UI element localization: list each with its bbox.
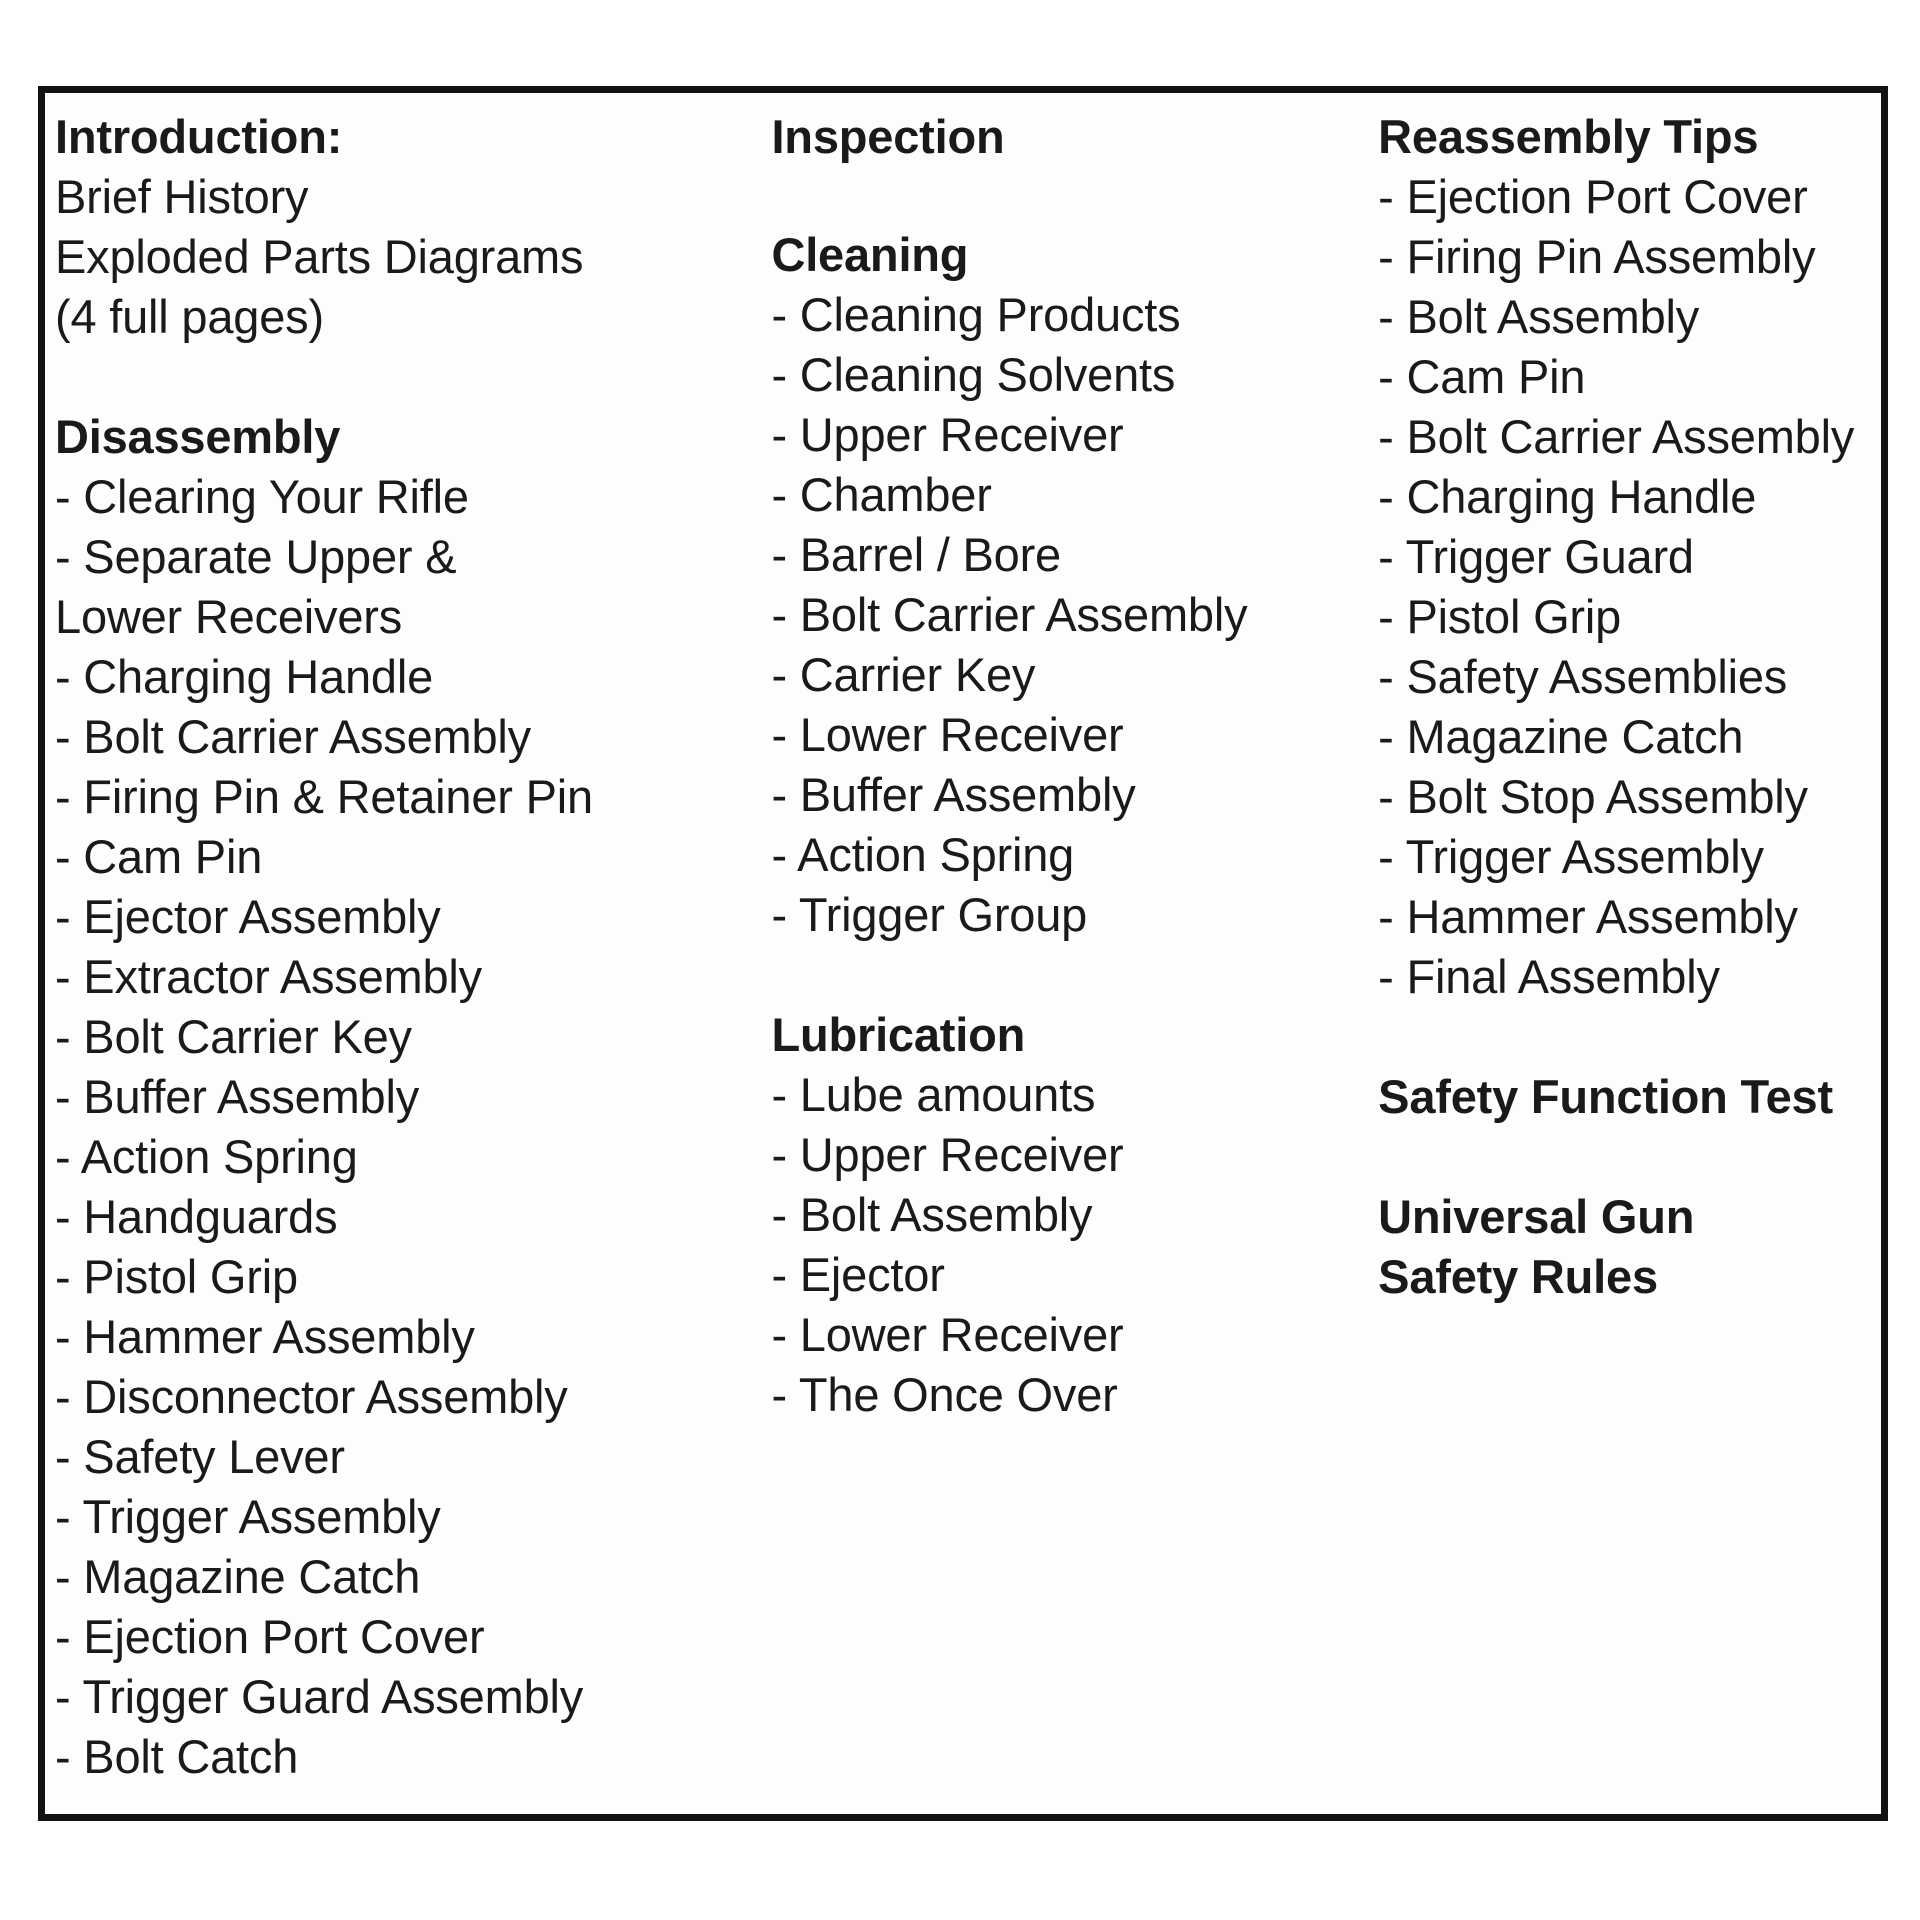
list-item: - Hammer Assembly [1378, 890, 1798, 943]
section-cleaning [771, 225, 1322, 945]
list-item: - Disconnector Assembly [55, 1370, 568, 1423]
list-item: - Bolt Carrier Assembly [55, 710, 531, 763]
table-of-contents-frame [38, 86, 1888, 1821]
section-heading-safety-function-test: Safety Function Test [1378, 1070, 1833, 1123]
list-item: - Cleaning Solvents [771, 348, 1176, 401]
list-item: - Firing Pin & Retainer Pin [55, 770, 593, 823]
toc-column-1 [45, 107, 723, 1787]
section-heading-lubrication: Lubrication [771, 1008, 1026, 1061]
list-item: - Trigger Guard Assembly [55, 1670, 584, 1723]
list-item: - Pistol Grip [1378, 590, 1622, 643]
list-item: - Bolt Catch [55, 1730, 299, 1783]
list-item: - Extractor Assembly [55, 950, 482, 1003]
list-item: - Bolt Stop Assembly [1378, 770, 1808, 823]
list-item: - Firing Pin Assembly [1378, 230, 1816, 283]
intro-line-brief-history: Brief History [55, 170, 309, 223]
list-item: - Upper Receiver [771, 408, 1124, 461]
section-universal-gun-safety-rules [1378, 1187, 1881, 1307]
toc-column-2 [723, 107, 1322, 1425]
list-item: - Chamber [771, 468, 992, 521]
section-heading-inspection: Inspection [771, 110, 1005, 163]
list-item: - Buffer Assembly [771, 768, 1136, 821]
list-item: - Bolt Assembly [771, 1188, 1093, 1241]
intro-line-exploded-parts-diagrams: Exploded Parts Diagrams [55, 230, 584, 283]
section-heading-universal-gun: Universal Gun [1378, 1190, 1695, 1243]
list-item: - Ejection Port Cover [1378, 170, 1808, 223]
list-item: - Lower Receiver [771, 708, 1124, 761]
list-item: - Safety Lever [55, 1430, 345, 1483]
list-item: - Barrel / Bore [771, 528, 1061, 581]
list-item: - Trigger Assembly [55, 1490, 441, 1543]
list-item: - Charging Handle [55, 650, 434, 703]
list-item: - Final Assembly [1378, 950, 1720, 1003]
list-item: - Trigger Group [771, 888, 1088, 941]
list-item: - Bolt Carrier Assembly [771, 588, 1248, 641]
list-item: - Cam Pin [1378, 350, 1586, 403]
list-item: - Lower Receiver [771, 1308, 1124, 1361]
section-heading-reassembly-tips: Reassembly Tips [1378, 110, 1759, 163]
list-item: - Cam Pin [55, 830, 263, 883]
list-item: - Pistol Grip [55, 1250, 298, 1303]
list-item: - Bolt Assembly [1378, 290, 1700, 343]
section-heading-cleaning: Cleaning [771, 228, 969, 281]
list-item: - Ejection Port Cover [55, 1610, 485, 1663]
list-item: - Ejector Assembly [55, 890, 441, 943]
intro-line-page-count: (4 full pages) [55, 290, 324, 343]
spacer-before-universal-gun-safety-rules [1378, 1127, 1881, 1187]
section-disassembly [55, 407, 723, 1787]
section-heading-introduction: Introduction: [55, 110, 343, 163]
columns-container [45, 93, 1881, 1814]
section-introduction [55, 107, 723, 347]
spacer-before-safety-function-test [1378, 1007, 1881, 1067]
list-item: - Hammer Assembly [55, 1310, 475, 1363]
list-item-continuation: Lower Receivers [55, 590, 403, 643]
list-item: - Trigger Assembly [1378, 830, 1764, 883]
list-item: - Charging Handle [1378, 470, 1757, 523]
spacer-after-cleaning [771, 945, 1322, 1005]
list-item: - Bolt Carrier Assembly [1378, 410, 1855, 463]
spacer-after-inspection [771, 167, 1322, 225]
list-item: - Action Spring [55, 1130, 358, 1183]
list-item: - Carrier Key [771, 648, 1036, 701]
spacer-after-introduction [55, 347, 723, 407]
section-safety-function-test [1378, 1067, 1881, 1127]
toc-column-3 [1322, 107, 1881, 1307]
list-item: - Magazine Catch [55, 1550, 421, 1603]
section-heading-safety-rules: Safety Rules [1378, 1250, 1658, 1303]
list-item: - Clearing Your Rifle [55, 470, 469, 523]
list-item: - Lube amounts [771, 1068, 1096, 1121]
list-item: - Action Spring [771, 828, 1075, 881]
section-reassembly-tips [1378, 107, 1881, 1007]
list-item: - The Once Over [771, 1368, 1118, 1421]
section-inspection [771, 107, 1322, 167]
list-item: - Bolt Carrier Key [55, 1010, 412, 1063]
list-item: - Buffer Assembly [55, 1070, 420, 1123]
list-item: - Cleaning Products [771, 288, 1181, 341]
list-item: - Separate Upper & [55, 530, 457, 583]
section-heading-disassembly: Disassembly [55, 410, 341, 463]
section-lubrication [771, 1005, 1322, 1425]
list-item: - Handguards [55, 1190, 338, 1243]
list-item: - Trigger Guard [1378, 530, 1694, 583]
list-item: - Upper Receiver [771, 1128, 1124, 1181]
list-item: - Magazine Catch [1378, 710, 1744, 763]
list-item: - Safety Assemblies [1378, 650, 1788, 703]
list-item: - Ejector [771, 1248, 945, 1301]
